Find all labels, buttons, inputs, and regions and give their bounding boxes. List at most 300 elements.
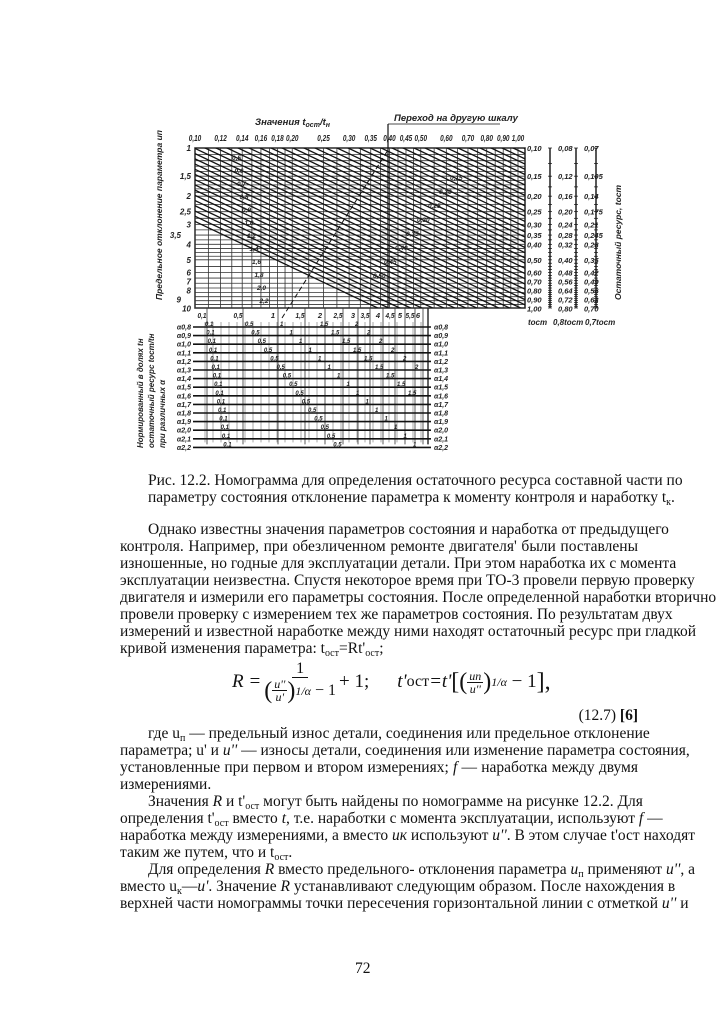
nomogram-curve (212, 120, 672, 341)
formula-u1: u' (275, 690, 285, 704)
top-scale-label: 0,14 (235, 134, 249, 143)
formula-exponent: 1/α (295, 683, 311, 698)
curve-label: 0,25 (428, 203, 441, 210)
text-segment: — (643, 810, 663, 827)
alpha-row-mark: 0,1 (208, 347, 218, 354)
formula-up: uп (469, 668, 482, 683)
italic-symbol: u (570, 861, 579, 878)
alpha-row-mark: 0,5 (251, 330, 260, 337)
formula-t-lhs: t' (397, 671, 407, 692)
curve-label: 0,45 (384, 259, 397, 266)
subscript: ост (245, 801, 260, 812)
lower-axis-title: Нормированный в долях tн (136, 338, 145, 448)
equation-reference[interactable]: [6] (619, 707, 638, 724)
top-scale-label: 0,16 (254, 134, 268, 143)
alpha-row-label-left: α1,0 (176, 341, 191, 349)
text-line (120, 538, 638, 555)
lower-scale-label: 4 (375, 311, 381, 320)
alpha-row-mark: 2 (355, 322, 359, 328)
left-axis-title: Предельное отклонение параметра uп (154, 130, 164, 300)
right-scale-label: 0,30 (527, 220, 542, 230)
right-scale-label: 0,70 (527, 277, 542, 287)
alpha-row-mark: 1 (356, 390, 360, 397)
alpha-row-mark: 0,1 (212, 373, 222, 380)
right-scale-footer: tост (528, 318, 548, 327)
text-line (120, 640, 638, 657)
lower-scale-label: 1,5 (295, 311, 306, 320)
text-segment: ; (379, 640, 384, 657)
italic-symbol: u'' (492, 827, 507, 844)
alpha-row-mark: 1 (346, 382, 350, 389)
left-scale-label: 4 (186, 240, 191, 250)
alpha-row-label-right: α1,7 (434, 401, 449, 409)
alpha-row-mark: 0,5 (257, 339, 266, 346)
text-line (120, 572, 695, 589)
text-segment: =Rt' (339, 640, 366, 657)
top-axis-title-part: ост (305, 122, 320, 129)
alpha-row-mark: 0,1 (223, 442, 232, 449)
alpha-row-mark: 1,5 (408, 390, 417, 397)
text-segment: определения t' (120, 810, 215, 827)
right-scale-label: 0,48 (558, 268, 573, 278)
right-scale-label: 0,56 (584, 286, 599, 296)
subscript: ост (365, 648, 380, 659)
text-segment: таким же путем, что и t (120, 844, 275, 861)
text-segment: , а (680, 861, 695, 878)
text-line (120, 759, 638, 776)
formula-12-7: R = 1 ( u'' u' ) 1/α − 1 + 1; t' ост =t' [ ( uп u'' ) 1/α − 1 ], (232, 659, 551, 704)
right-scale-label: 0,40 (558, 255, 573, 265)
right-scale-label: 0,12 (558, 172, 573, 182)
alpha-row-label-left: α2,1 (176, 436, 191, 444)
text-segment: наработка между измерениями, а вместо (120, 827, 393, 844)
alpha-row-mark: 0,5 (326, 433, 336, 440)
curve-label: 0,9 (242, 207, 252, 214)
text-line (120, 521, 669, 538)
text-segment: эксплуатации неизвестна. Спустя некоторое время при ТО-3 провели первую проверку (120, 572, 695, 589)
right-scale-label: 0,20 (558, 207, 573, 217)
alpha-row-mark: 2 (391, 347, 395, 354)
right-scale-label: 0,42 (584, 268, 599, 278)
text-segment: Однако известны значения параметров состояния и наработка от предыдущего (148, 521, 669, 538)
alpha-row-mark: 0,5 (333, 442, 342, 449)
formula-r-numerator: 1 (292, 661, 308, 678)
paragraph-4 (120, 861, 695, 912)
right-scale-label: 0,63 (584, 295, 599, 305)
text-segment: . (288, 844, 293, 861)
italic-symbol: uк (392, 827, 408, 844)
top-scale-label: 0,35 (364, 134, 378, 143)
nomogram-curve (234, 120, 694, 341)
formula-exponent-2: 1/α (491, 674, 507, 689)
alpha-row-label-right: α2,0 (434, 427, 449, 435)
nomogram-curve (36, 120, 496, 341)
lower-scale-label: 5 (397, 311, 403, 320)
nomogram-curve (267, 120, 725, 341)
top-scale-label: 0,40 (383, 134, 397, 143)
formula-t-minus-one: − 1 (511, 671, 537, 692)
alpha-row-mark: 1,5 (353, 347, 362, 354)
alpha-row-mark: 1 (318, 356, 322, 363)
subscript: ост (274, 852, 289, 863)
italic-symbol: f (452, 759, 458, 776)
text-line (120, 878, 676, 897)
alpha-row-label-left: α0,8 (176, 324, 191, 332)
nomogram-curve (47, 120, 507, 341)
nomogram-curve (102, 120, 562, 341)
curve-label: 0,6 (234, 168, 244, 175)
formula-r-fraction (264, 661, 336, 704)
alpha-row-mark: 2 (403, 356, 407, 363)
left-scale-label: 1 (186, 144, 191, 153)
text-line (120, 776, 638, 793)
curve-label: 0,35 (406, 231, 419, 238)
right-scale-label: 0,14 (584, 192, 599, 202)
alpha-row-label-left: α0,9 (176, 333, 191, 341)
curve-label: 0,15 (450, 175, 463, 182)
nomogram-curve (25, 120, 485, 341)
paragraph-1 (120, 521, 717, 659)
top-scale-label: 0,45 (399, 134, 413, 143)
right-scale-label: 0,07 (584, 144, 599, 153)
subscript: ост (214, 818, 229, 829)
text-segment: изношенные, но годные для эксплуатации детали. При этом наработка их с момента (120, 555, 677, 572)
curve-label: 0,40 (395, 245, 408, 252)
right-scale-label: 0,16 (558, 192, 573, 202)
alpha-row-mark: 1,5 (320, 322, 329, 328)
nomogram-curve (3, 120, 463, 341)
left-scale-label: 10 (182, 304, 191, 314)
lower-axis-title: остаточный ресурс tост/tн (147, 333, 156, 448)
formula-r-lhs: R = (232, 671, 262, 692)
italic-symbol: u'' (665, 861, 681, 878)
text-segment: используют (407, 827, 493, 844)
text-segment: измерений и известной наработке между ними находят остаточный ресурс при гладкой (120, 623, 696, 640)
text-segment: могут быть найдены по номограмме на рисунке 12.2. Для (259, 793, 643, 810)
alpha-row-mark: 1 (365, 399, 369, 406)
curve-label: 2,0 (257, 285, 267, 292)
top-axis-title (255, 117, 331, 129)
nomogram-curve (135, 120, 595, 341)
italic-symbol: R (264, 861, 275, 878)
caption-end: . (671, 489, 675, 506)
alpha-row-label-left: α1,5 (176, 384, 191, 392)
alpha-row-label-right: α1,4 (434, 376, 449, 384)
right-scale-label: 0,60 (527, 268, 542, 278)
left-scale-label: 2,5 (179, 207, 191, 217)
alpha-row-label-left: α2,2 (176, 444, 191, 452)
right-scale-label: 0,175 (584, 207, 603, 217)
left-scale-label: 5 (186, 255, 191, 265)
nomogram-curve (190, 120, 650, 341)
subscript: п (179, 733, 186, 744)
alpha-row-label-right: α1,3 (434, 367, 449, 375)
lower-scale-label: 6 (415, 311, 421, 320)
text-segment: верхней части номограммы точки пересечения горизонтальной линии с отметкой (120, 895, 662, 912)
alpha-row-mark: 2 (379, 339, 383, 346)
top-scale-label: 0,12 (214, 134, 228, 143)
alpha-row-label-right: α1,5 (434, 384, 449, 392)
text-segment: вместо (228, 810, 282, 827)
alpha-row-mark: 1 (299, 339, 303, 346)
alpha-row-label-right: α1,2 (434, 358, 449, 366)
formula-minus-one: − 1 (314, 681, 336, 699)
italic-symbol: f (638, 810, 644, 827)
text-line (120, 827, 695, 844)
right-scale-label: 0,70 (584, 304, 599, 314)
formula-t-eq: =t' (429, 671, 452, 692)
top-scale-label: 0,25 (317, 134, 331, 143)
alpha-row-label-left: α1,6 (176, 393, 191, 401)
alpha-row-mark: 0,5 (263, 347, 273, 354)
text-line (120, 606, 673, 623)
left-scale-label: 1,5 (179, 172, 191, 182)
left-scale-label: 8 (186, 286, 191, 296)
lower-scale-label: 2 (317, 311, 323, 320)
top-scale-label: 0,60 (440, 134, 454, 143)
right-scale-label: 0,40 (527, 240, 542, 250)
caption-line-2 (148, 489, 683, 506)
nomogram-figure (0, 0, 725, 470)
text-segment: — износы детали, соединения или изменение параметра состояния, (237, 742, 690, 759)
alpha-row-mark: 0,1 (220, 425, 229, 432)
alpha-row-mark: 0,1 (221, 433, 231, 440)
alpha-row-mark: 1 (394, 425, 398, 432)
alpha-row-label-left: α1,7 (176, 401, 191, 409)
text-segment: устанавливают следующим образом. После нахождения в (289, 878, 676, 895)
text-segment: параметра; u' и (120, 742, 223, 759)
right-scale-label: 0,64 (558, 286, 573, 296)
alpha-row-mark: 0,5 (245, 322, 254, 328)
text-segment: . Значение (208, 878, 281, 895)
alpha-row-mark: 0,1 (218, 408, 227, 414)
right-scale-label: 0,24 (558, 220, 573, 230)
paragraph-2 (120, 725, 690, 793)
alpha-row-mark: 1,5 (364, 356, 373, 363)
top-scale-label: 0,90 (496, 134, 510, 143)
curve-label: 0,5 (232, 155, 242, 162)
alpha-row-mark: 0,5 (301, 399, 311, 406)
text-segment: двигателя и измерили его параметры состояния. После определенной наработки вторично (120, 589, 717, 606)
alpha-row-mark: 1,5 (342, 339, 351, 346)
curve-label: 1,8 (254, 272, 264, 279)
alpha-row-mark: 0,1 (207, 339, 216, 346)
lower-scale-label: 2,5 (332, 311, 344, 320)
alpha-row-label-left: α1,2 (176, 358, 191, 366)
curve-label: 1,0 (244, 220, 254, 227)
text-line (120, 623, 696, 640)
text-line (120, 844, 638, 861)
alpha-row-mark: 1 (337, 373, 341, 380)
lower-scale-label: 0,1 (197, 311, 207, 320)
alpha-row-mark: 1 (289, 330, 293, 337)
left-scale-label: 3 (186, 220, 191, 230)
alpha-row-label-right: α2,1 (434, 436, 449, 444)
top-scale-label: 1,00 (511, 134, 525, 143)
alpha-row-label-left: α2,0 (176, 427, 191, 435)
page-number: 72 (355, 960, 371, 977)
nomogram-curve (80, 120, 540, 341)
top-scale-label: 0,20 (285, 134, 299, 143)
alpha-row-mark: 0,1 (214, 382, 223, 389)
alpha-row-mark: 0,5 (282, 373, 292, 380)
alpha-row-label-right: α1,8 (434, 410, 449, 418)
text-segment: вместо u (120, 878, 177, 895)
alpha-row-label-right: α1,0 (434, 341, 449, 349)
right-scale-label: 0,28 (584, 240, 599, 250)
text-segment: . В этом случае t'ост находят (506, 827, 695, 844)
left-scale-label: 2 (186, 192, 191, 202)
lower-scale-label: 1 (270, 311, 276, 320)
formula-t-end: ], (536, 669, 551, 695)
text-segment: , т.е. наработки с момента эксплуатации, используют (286, 810, 639, 827)
alpha-row-mark: 0,1 (216, 399, 226, 406)
alpha-row-mark: 1 (403, 433, 407, 440)
curve-label: 0,20 (439, 189, 452, 196)
right-scale-label: 0,35 (527, 231, 542, 241)
alpha-row-mark: 1,5 (331, 330, 340, 337)
text-line (120, 555, 677, 572)
left-scale-label: 7 (186, 277, 191, 287)
curve-label: 1,6 (252, 259, 262, 266)
alpha-row-mark: 0,1 (206, 330, 215, 337)
alpha-row-mark: 2 (367, 330, 371, 337)
right-scale-label: 0,56 (558, 277, 573, 287)
alpha-row-mark: 1 (308, 347, 312, 354)
italic-symbol: u' (197, 878, 209, 895)
text-segment: Значения (148, 793, 213, 810)
figure-caption (148, 472, 683, 506)
alpha-row-label-left: α1,1 (176, 350, 191, 358)
curve-label: 0,30 (417, 217, 430, 224)
nomogram-curve (14, 120, 474, 341)
right-axis-title: Остаточный ресурс, tост (613, 184, 623, 300)
lower-scale-label: 4,5 (384, 311, 396, 320)
right-scale-label: 0,80 (558, 304, 573, 314)
text-segment: Для определения (148, 861, 265, 878)
italic-symbol: u'' (222, 742, 238, 759)
right-scale-label: 0,25 (527, 207, 542, 217)
nomogram-curve (245, 120, 705, 341)
text-segment: провели проверку с измерением тех же параметров состояния. По результатам двух (120, 606, 673, 623)
text-segment: и (676, 895, 689, 912)
right-scale-label: 0,28 (558, 231, 573, 241)
equation-number-text: (12.7) (578, 707, 617, 724)
nomogram-curve (69, 120, 529, 341)
caption-text: параметру состояния отклонение параметра к моменту контроля и наработку t (148, 489, 667, 506)
alpha-row-mark: 0,1 (205, 322, 214, 328)
curve-label: 0,50 (373, 273, 386, 280)
right-scale-label: 0,20 (527, 192, 542, 202)
formula-r-denominator: ( u'' u' ) 1/α − 1 (264, 677, 336, 704)
caption-subscript: к (666, 497, 671, 508)
curve-label: 1,4 (249, 246, 259, 253)
alpha-row-mark: 0,1 (219, 416, 228, 423)
nomogram-curve (157, 120, 617, 341)
formula-plus-one: + 1; (339, 671, 370, 692)
alpha-row-label-right: α1,9 (434, 419, 449, 427)
alpha-row-mark: 2 (415, 365, 419, 371)
curve-label: 0,7 (237, 181, 247, 188)
alpha-row-mark: 0,5 (295, 390, 304, 397)
alpha-row-mark: 0,5 (289, 382, 298, 389)
text-segment: и t' (222, 793, 246, 810)
subscript: к (176, 886, 182, 897)
right-scale-label: 0,21 (584, 220, 599, 230)
alpha-row-mark: 1,5 (397, 382, 406, 389)
right-scale-label: 1,00 (527, 304, 542, 314)
text-segment: — наработка между двумя (457, 759, 638, 776)
alpha-row-mark: 0,1 (211, 365, 220, 371)
nomogram-curve (256, 120, 716, 341)
alpha-row-label-right: α0,8 (434, 324, 449, 332)
right-scale-footer: 0,7tост (585, 318, 616, 327)
alpha-row-label-right: α1,6 (434, 393, 449, 401)
text-line (120, 810, 663, 829)
alpha-row-mark: 1 (327, 365, 331, 371)
left-scale-label: 9 (176, 295, 181, 305)
right-scale-label: 0,10 (527, 144, 542, 153)
text-line (120, 895, 689, 912)
alpha-row-mark: 1,5 (386, 373, 395, 380)
alpha-row-mark: 1 (384, 416, 388, 423)
lower-scale-label: 3 (350, 311, 356, 320)
alpha-row-mark: 1 (413, 442, 417, 449)
alpha-row-mark: 0,5 (320, 425, 329, 432)
right-scale-label: 0,50 (527, 255, 542, 265)
lower-scale-label: 0,5 (233, 311, 244, 320)
text-line (120, 742, 690, 759)
right-scale-footer: 0,8tост (553, 318, 584, 327)
nomogram-curve (124, 120, 584, 341)
top-scale-label: 0,18 (271, 134, 285, 143)
italic-symbol: t (281, 810, 286, 827)
right-scale-label: 0,08 (558, 144, 573, 153)
text-segment: — предельный износ детали, соединения или предельное отклонение (185, 725, 650, 742)
nomogram-curve (377, 120, 725, 341)
alpha-row-mark: 1 (375, 408, 379, 414)
text-segment: применяют (583, 861, 666, 878)
subscript: п (578, 869, 584, 880)
italic-symbol: R (280, 878, 290, 895)
italic-symbol: R (212, 793, 223, 810)
text-line (120, 589, 717, 606)
text-line (120, 861, 695, 880)
alpha-row-label-right: α0,9 (434, 333, 449, 341)
formula-u2: u'' (274, 677, 286, 691)
italic-symbol: u'' (661, 895, 677, 912)
alpha-row-mark: 0,5 (314, 416, 323, 423)
alpha-row-label-right: α1,1 (434, 350, 449, 358)
right-scale-label: 0,35 (584, 255, 599, 265)
lower-scale-label: 3,5 (360, 311, 371, 320)
curve-label: 1,2 (247, 233, 257, 240)
lower-scale-label: 5,5 (405, 311, 416, 320)
right-scale-label: 0,80 (527, 286, 542, 296)
right-scale-label: 0,105 (584, 172, 603, 182)
alpha-row-mark: 1,5 (375, 365, 384, 371)
formula-u2b: u'' (469, 681, 481, 696)
nomogram-curve (58, 120, 518, 341)
subscript: ост (324, 648, 339, 659)
alpha-row-mark: 0,5 (308, 408, 317, 414)
top-axis-title-part: н (325, 122, 330, 129)
left-scale-label: 3,5 (169, 231, 181, 241)
left-scale-label: 6 (186, 268, 191, 278)
alpha-row-mark: 0,1 (210, 356, 219, 363)
alpha-row-label-left: α1,3 (176, 367, 191, 375)
equation-number (579, 707, 638, 724)
